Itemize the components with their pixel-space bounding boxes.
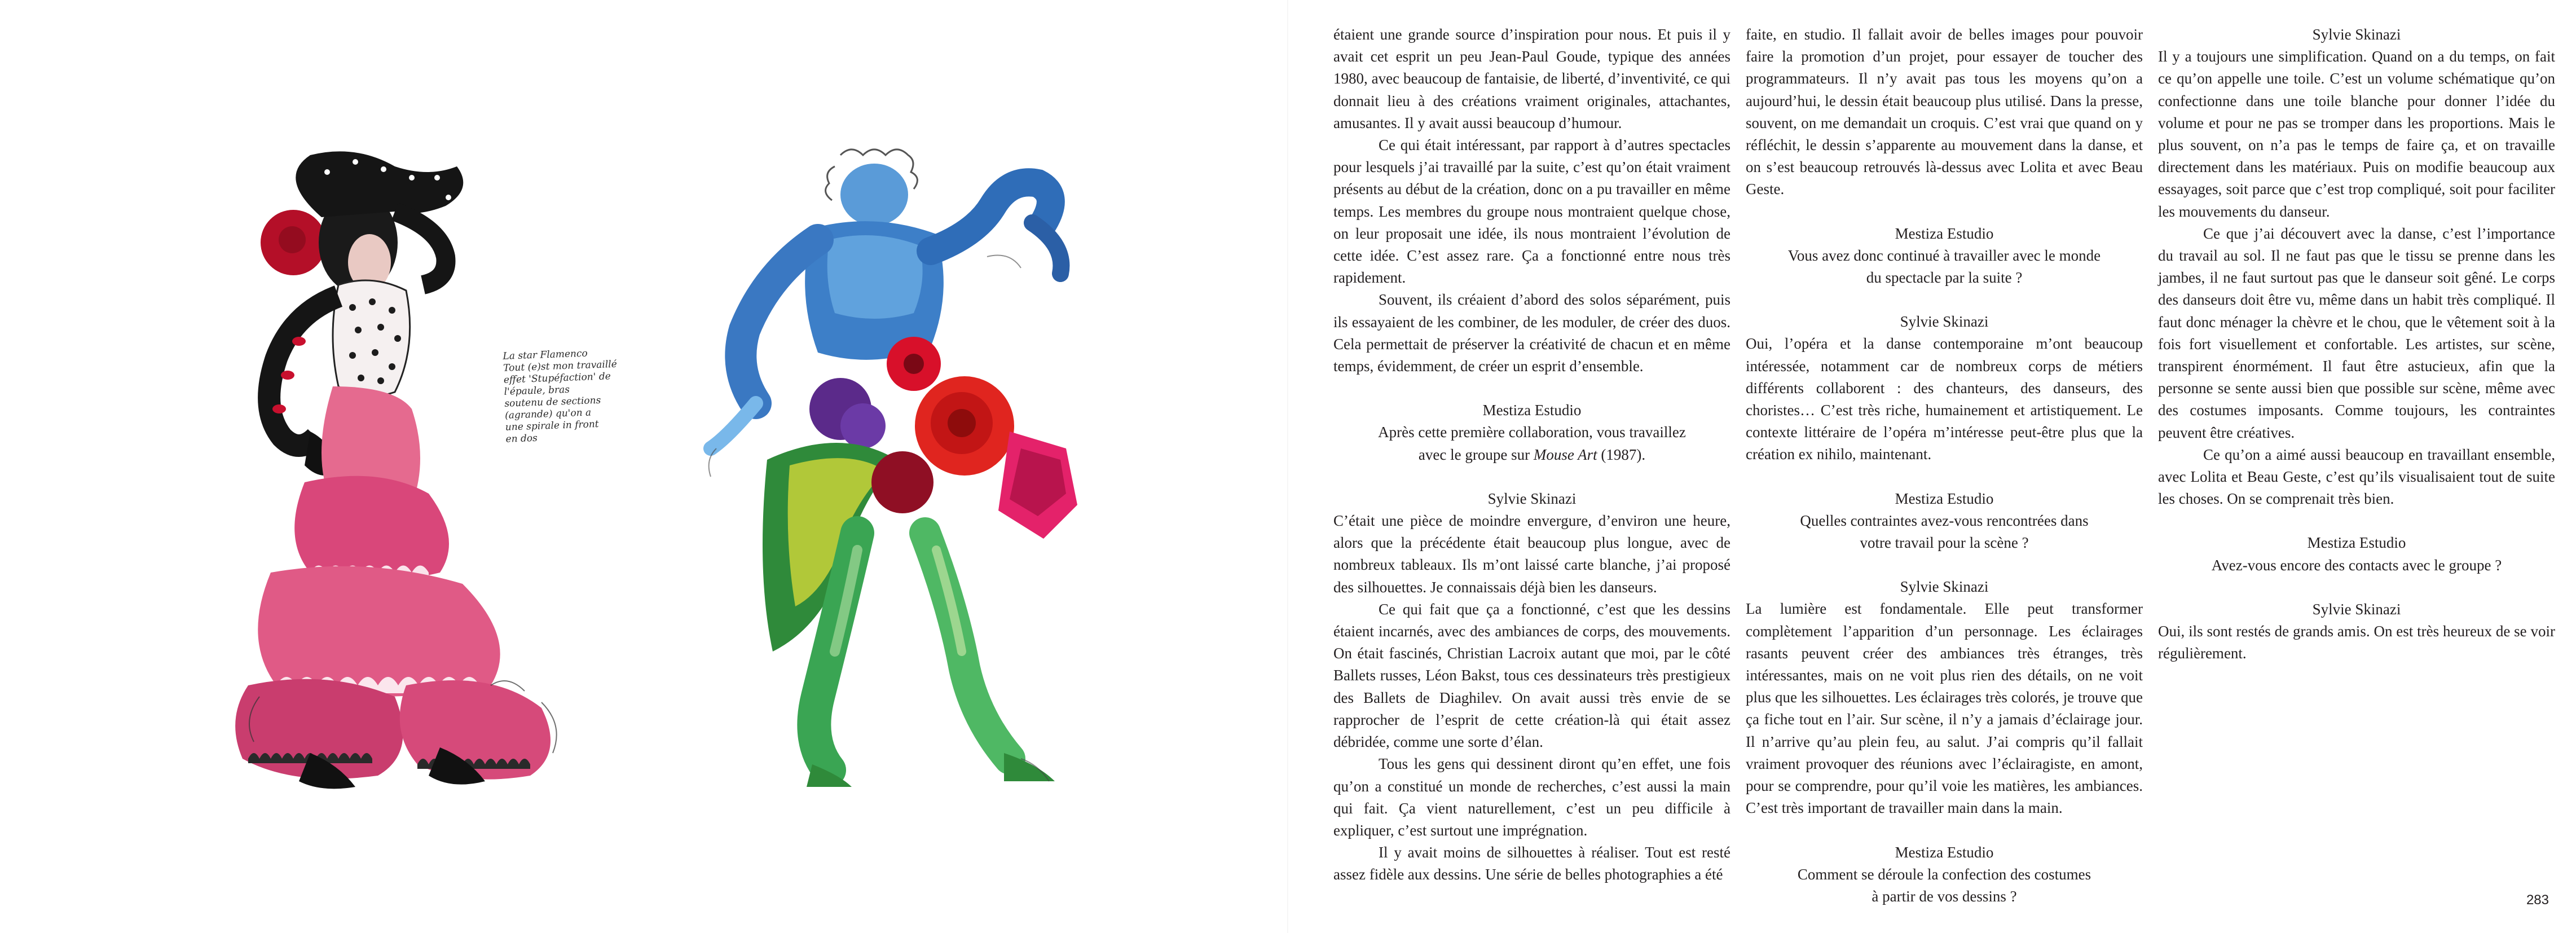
text-column-1 [1333, 24, 1730, 886]
paragraph-spacer [1746, 466, 2143, 488]
body-paragraph: La lumière est fondamentale. Elle peut transformer complètement l’apparition d’un personnage. Les éclairages rasants peuvent créer des ambiances très étranges, très intéressantes, mais on ne voit plus rien des détails, on ne voit plus que les silhouettes. Les éclairages très colorés, je trouve que ça fiche tout en l’air. Sur scène, il n’y a jamais d’éclairage jour. Il n’arrive qu’au plein feu, au salut. J’ai compris qu’il fallait vraiment provoquer des réunions avec l’éclairagiste, en amont, pour se comprendre, pour qu’il voie les matières, les ambiances. C’est très important de travailler main dans la main. [1746, 600, 2143, 817]
interview-question-line: à partir de vos dessins ? [1872, 887, 2017, 905]
interview-question-line [1333, 444, 1730, 466]
speaker-name: Sylvie Skinazi [1487, 490, 1577, 507]
body-paragraph: Tous les gens qui dessinent diront qu’en effet, une fois qu’on a constitué un monde de recherches, c’est aussi la main qui fait. Ça vient naturellement, c’est un peu difficile à expliquer, c’est surtout une imprégnation. [1333, 755, 1730, 839]
body-paragraph: Oui, ils sont restés de grands amis. On est très heureux de se voir régulièrement. [2158, 623, 2555, 662]
blue-dancer-illustration [671, 144, 1128, 793]
body-paragraph: Ce qui fait que ça a fonctionné, c’est que les dessins étaient incarnés, avec des ambiances de corps, des mouvements. On était fascinés, Christian Lacroix autant que moi, par le côté Ballets russes, Léon Bakst, tous ces dessinateurs très prestigieux des Ballets de Diaghilev. On avait aussi très envie de se rapprocher de l’esprit de cette création-là qui était assez débridée, comme une sorte d’élan. [1333, 600, 1730, 751]
body-paragraph: Ce qui était intéressant, par rapport à d’autres spectacles pour lesquels j’ai travaillé par la suite, c’est qu’on était vraiment présents au début de la création, donc on a pu travailler en même temps. Les membres du groupe nous montraient quelque chose, on leur proposait une idée, ils nous montraient l’évolution de cette idée. C’est assez rare. Ça a fonctionné entre nous très rapidement. [1333, 137, 1730, 287]
work-title: Mouse Art [1533, 446, 1597, 463]
paragraph-spacer [1746, 289, 2143, 311]
speaker-name: Mestiza Estudio [1895, 843, 1994, 861]
interview-question-line: Comment se déroule la confection des costumes [1797, 865, 2091, 883]
speaker-name: Sylvie Skinazi [2312, 600, 2401, 618]
interview-question-line: votre travail pour la scène ? [1860, 534, 2029, 552]
paragraph-spacer [1746, 820, 2143, 842]
paragraph-spacer [2158, 510, 2555, 532]
paragraph-spacer [1746, 201, 2143, 223]
paragraph-spacer [1333, 466, 1730, 488]
speaker-name: Mestiza Estudio [1895, 490, 1994, 507]
interview-question-line: Avez-vous encore des contacts avec le groupe ? [2211, 556, 2502, 574]
flamenco-dancer-illustration [226, 144, 671, 793]
body-paragraph: Souvent, ils créaient d’abord des solos séparément, puis ils essayaient de les combiner, de les moduler, de créer des duos. Cela permettait de préserver la créativité de chacun et en même temps, évidemment, de créer un esprit d’ensemble. [1333, 291, 1730, 375]
body-paragraph: Il y avait moins de silhouettes à réaliser. Tout est resté assez fidèle aux dessins. Une série de belles photographies a été [1333, 844, 1730, 883]
speaker-name: Sylvie Skinazi [1900, 313, 1989, 331]
speaker-name: Mestiza Estudio [1895, 225, 1994, 242]
speaker-name: Sylvie Skinazi [1900, 578, 1989, 596]
interview-question-line: du spectacle par la suite ? [1866, 269, 2023, 287]
question-text: avec le groupe sur [1418, 446, 1530, 463]
speaker-name: Mestiza Estudio [2307, 534, 2406, 552]
sketch-handwritten-note: La star Flamenco Tout (e)st mon travaillé effet 'Stupéfaction' de l'épaule, bras soutenu de sections (agrande) qu'on a une spirale in front en dos [503, 347, 618, 445]
page-number: 283 [2526, 892, 2549, 908]
paragraph-spacer [2158, 576, 2555, 598]
text-column-2 [1746, 24, 2143, 908]
speaker-name: Mestiza Estudio [1482, 402, 1582, 419]
paragraph-spacer [1333, 377, 1730, 399]
body-paragraph: Ce qu’on a aimé aussi beaucoup en travaillant ensemble, avec Lolita et Beau Geste, c’est qu’ils visualisaient tout de suite les choses. On se comprenait très bien. [2158, 446, 2555, 508]
interview-question-line: Après cette première collaboration, vous travaillez [1378, 424, 1686, 441]
text-column-3 [2158, 24, 2555, 664]
interview-question-line: Vous avez donc continué à travailler avec le monde [1787, 247, 2101, 264]
paragraph-spacer [1746, 554, 2143, 576]
interview-question-line: Quelles contraintes avez-vous rencontrées dans [1800, 512, 2089, 529]
body-paragraph: étaient une grande source d’inspiration pour nous. Et puis il y avait cet esprit un peu Jean-Paul Goude, typique des années 1980, avec beaucoup de fantaisie, de liberté, d’inventivité, ce qui donnait lieu à des créations vraiment originales, attachantes, amusantes. Il y avait aussi beaucoup d’humour. [1333, 26, 1730, 131]
body-paragraph: Oui, l’opéra et la danse contemporaine m’ont beaucoup intéressée, notamment car de nombreux corps de métiers différents collaborent : des chanteurs, des danseurs, des choristes… C’est très riche, humainement et artistiquement. Le contexte littéraire de l’opéra m’intéresse peut-être plus que la création ex nihilo, maintenant. [1746, 335, 2143, 463]
question-text-suffix: (1987). [1597, 446, 1646, 463]
speaker-name: Sylvie Skinazi [2312, 26, 2401, 43]
body-paragraph: Ce que j’ai découvert avec la danse, c’est l’importance du travail au sol. Il ne faut pas que le tissu se prenne dans les jambes, il ne faut surtout pas que le danseur soit gêné. Le corps des danseurs doit être vu, même dans un habit très compliqué. Il faut donc ménager la chèvre et le chou, que le vêtement soit à la fois fort visuellement et confortable. Les artistes, sur scène, transpirent énormément. Il faut être astucieux, afin que la personne se sente aussi bien que possible sur scène, même avec des costumes imposants. Comme toujours, les contraintes peuvent être créatives. [2158, 225, 2555, 441]
body-paragraph: C’était une pièce de moindre envergure, d’environ une heure, alors que la précédente était beaucoup plus longue, avec de nombreux tableaux. Ils m’ont laissé carte blanche, j’ai proposé des silhouettes. Je connaissais déjà bien les danseurs. [1333, 512, 1730, 596]
body-paragraph: faite, en studio. Il fallait avoir de belles images pour pouvoir faire la promotion d’un projet, pour essayer de toucher des programmateurs. Il n’y avait pas tous les moyens qu’on a aujourd’hui, le dessin était beaucoup plus utilisé. Dans la presse, souvent, on me demandait un croquis. C’est vrai que quand on y réfléchit, le dessin s’apparente au mouvement dans la danse, et on s’est beaucoup retrouvés là-dessus avec Lolita et avec Beau Geste. [1746, 26, 2143, 198]
body-paragraph: Il y a toujours une simplification. Quand on a du temps, on fait ce qu’on appelle une toile. C’est un volume schématique qu’on confectionne dans une toile blanche pour donner l’idée du volume et pour ne pas se tromper dans les proportions. Mais le plus souvent, on n’a pas le temps de faire ça, et on travaille directement dans les matériaux. Puis on modifie beaucoup aux essayages, soit parce que c’est trop compliqué, soit pour faciliter les mouvements du danseur. [2158, 48, 2555, 220]
